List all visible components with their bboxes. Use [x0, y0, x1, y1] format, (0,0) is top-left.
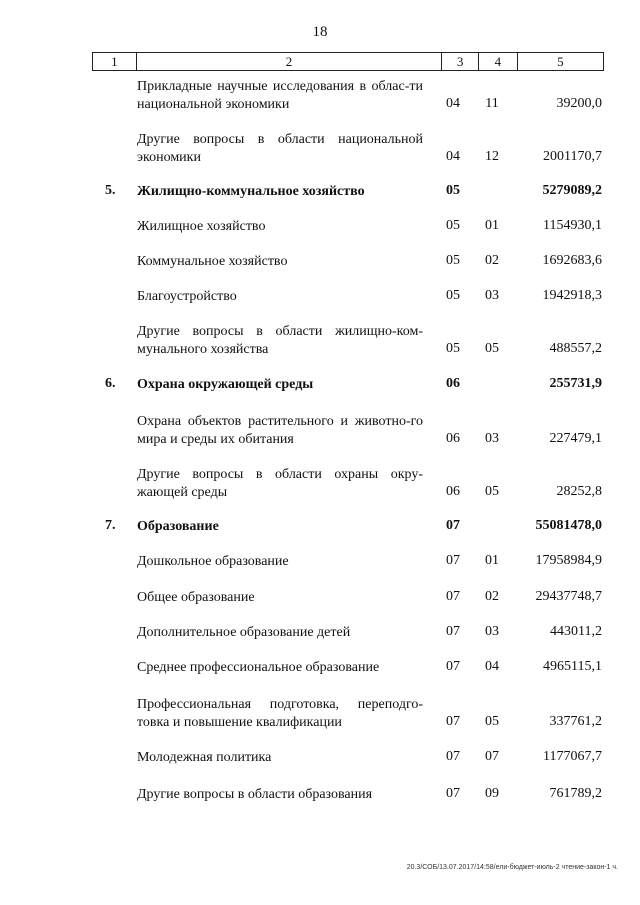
row-number: 6.	[105, 376, 116, 391]
row-subsection-code: 04	[485, 659, 499, 674]
table-row	[0, 589, 640, 607]
row-subsection-code: 11	[485, 96, 499, 111]
row-name: Профессиональная подготовка, переподго-товка и повышение квалификации	[137, 697, 423, 730]
row-amount: 255731,9	[549, 376, 602, 391]
row-name: Дополнительное образование детей	[137, 625, 351, 640]
header-col-1: 1	[93, 53, 137, 70]
table-row	[0, 553, 640, 571]
row-name: Дошкольное образование	[137, 554, 289, 569]
row-amount: 761789,2	[549, 786, 602, 801]
row-subsection-code: 01	[485, 553, 499, 568]
row-name: Образование	[137, 519, 219, 534]
row-section-code: 07	[446, 749, 460, 764]
row-subsection-code: 07	[485, 749, 499, 764]
header-col-4: 4	[479, 53, 518, 70]
table-row	[0, 749, 640, 767]
row-number: 5.	[105, 183, 116, 198]
table-row	[0, 253, 640, 271]
table-row	[0, 659, 640, 677]
row-section-code: 04	[446, 96, 460, 111]
row-name: Жилищно-коммунальное хозяйство	[137, 184, 365, 199]
table-row	[0, 323, 640, 359]
row-section-code: 05	[446, 341, 460, 356]
row-amount: 1692683,6	[542, 253, 602, 268]
row-section-code: 05	[446, 183, 460, 198]
row-name: Охрана объектов растительного и животно-го мира и среды их обитания	[137, 414, 423, 447]
row-name: Коммунальное хозяйство	[137, 254, 288, 269]
row-section-code: 05	[446, 253, 460, 268]
row-amount: 2001170,7	[543, 149, 602, 164]
table-row	[0, 376, 640, 394]
table-row	[0, 78, 640, 114]
row-section-code: 07	[446, 553, 460, 568]
row-name: Другие вопросы в области охраны окру-жающей среды	[137, 467, 423, 500]
row-amount: 1942918,3	[542, 288, 602, 303]
table-row	[0, 466, 640, 502]
row-name: Благоустройство	[137, 289, 237, 304]
row-amount: 55081478,0	[535, 518, 602, 533]
table-row	[0, 696, 640, 732]
row-amount: 17958984,9	[535, 553, 602, 568]
row-name: Охрана окружающей среды	[137, 377, 314, 392]
row-amount: 488557,2	[549, 341, 602, 356]
row-subsection-code: 02	[485, 589, 499, 604]
row-subsection-code: 12	[485, 149, 499, 164]
row-section-code: 07	[446, 714, 460, 729]
row-section-code: 07	[446, 624, 460, 639]
row-name: Среднее профессиональное образование	[137, 660, 380, 675]
page-number: 18	[312, 24, 328, 40]
row-section-code: 06	[446, 484, 460, 499]
row-amount: 1154930,1	[543, 218, 602, 233]
row-subsection-code: 03	[485, 288, 499, 303]
row-number: 7.	[105, 518, 116, 533]
row-amount: 39200,0	[556, 96, 602, 111]
row-amount: 337761,2	[549, 714, 602, 729]
row-subsection-code: 03	[485, 431, 499, 446]
row-amount: 4965115,1	[543, 659, 602, 674]
table-row	[0, 413, 640, 449]
header-col-2: 2	[137, 53, 443, 70]
row-section-code: 05	[446, 288, 460, 303]
row-name: Молодежная политика	[137, 750, 272, 765]
row-subsection-code: 05	[485, 484, 499, 499]
row-name: Другие вопросы в области национальной экономики	[137, 132, 423, 165]
row-section-code: 04	[446, 149, 460, 164]
row-subsection-code: 05	[485, 341, 499, 356]
row-name: Общее образование	[137, 590, 255, 605]
row-name: Прикладные научные исследования в облас-ти национальной экономики	[137, 79, 423, 112]
row-section-code: 06	[446, 431, 460, 446]
table-row	[0, 183, 640, 201]
header-col-5: 5	[557, 53, 564, 69]
row-subsection-code: 09	[485, 786, 499, 801]
row-section-code: 06	[446, 376, 460, 391]
document-footer: 20.3/СОБ/13.07.2017/14:58/ели-бюджет-июль-2 чтение-закон-1 ч.	[406, 864, 618, 871]
row-subsection-code: 05	[485, 714, 499, 729]
row-name: Другие вопросы в области жилищно-ком-мунального хозяйства	[137, 324, 423, 357]
table-row	[0, 218, 640, 236]
row-section-code: 05	[446, 218, 460, 233]
table-header	[92, 52, 604, 71]
row-amount: 5279089,2	[542, 183, 602, 198]
row-section-code: 07	[446, 659, 460, 674]
row-section-code: 07	[446, 589, 460, 604]
header-col-3: 3	[442, 53, 479, 70]
row-subsection-code: 02	[485, 253, 499, 268]
row-name: Другие вопросы в области образования	[137, 787, 373, 802]
row-subsection-code: 01	[485, 218, 499, 233]
row-subsection-code: 03	[485, 624, 499, 639]
table-row	[0, 624, 640, 642]
row-amount: 29437748,7	[535, 589, 602, 604]
row-name: Жилищное хозяйство	[137, 219, 266, 234]
table-row	[0, 288, 640, 306]
row-amount: 227479,1	[549, 431, 602, 446]
table-row	[0, 518, 640, 536]
row-section-code: 07	[446, 518, 460, 533]
row-section-code: 07	[446, 786, 460, 801]
row-amount: 1177067,7	[543, 749, 602, 764]
table-row	[0, 131, 640, 167]
row-amount: 443011,2	[550, 624, 602, 639]
row-amount: 28252,8	[556, 484, 602, 499]
table-row	[0, 786, 640, 804]
